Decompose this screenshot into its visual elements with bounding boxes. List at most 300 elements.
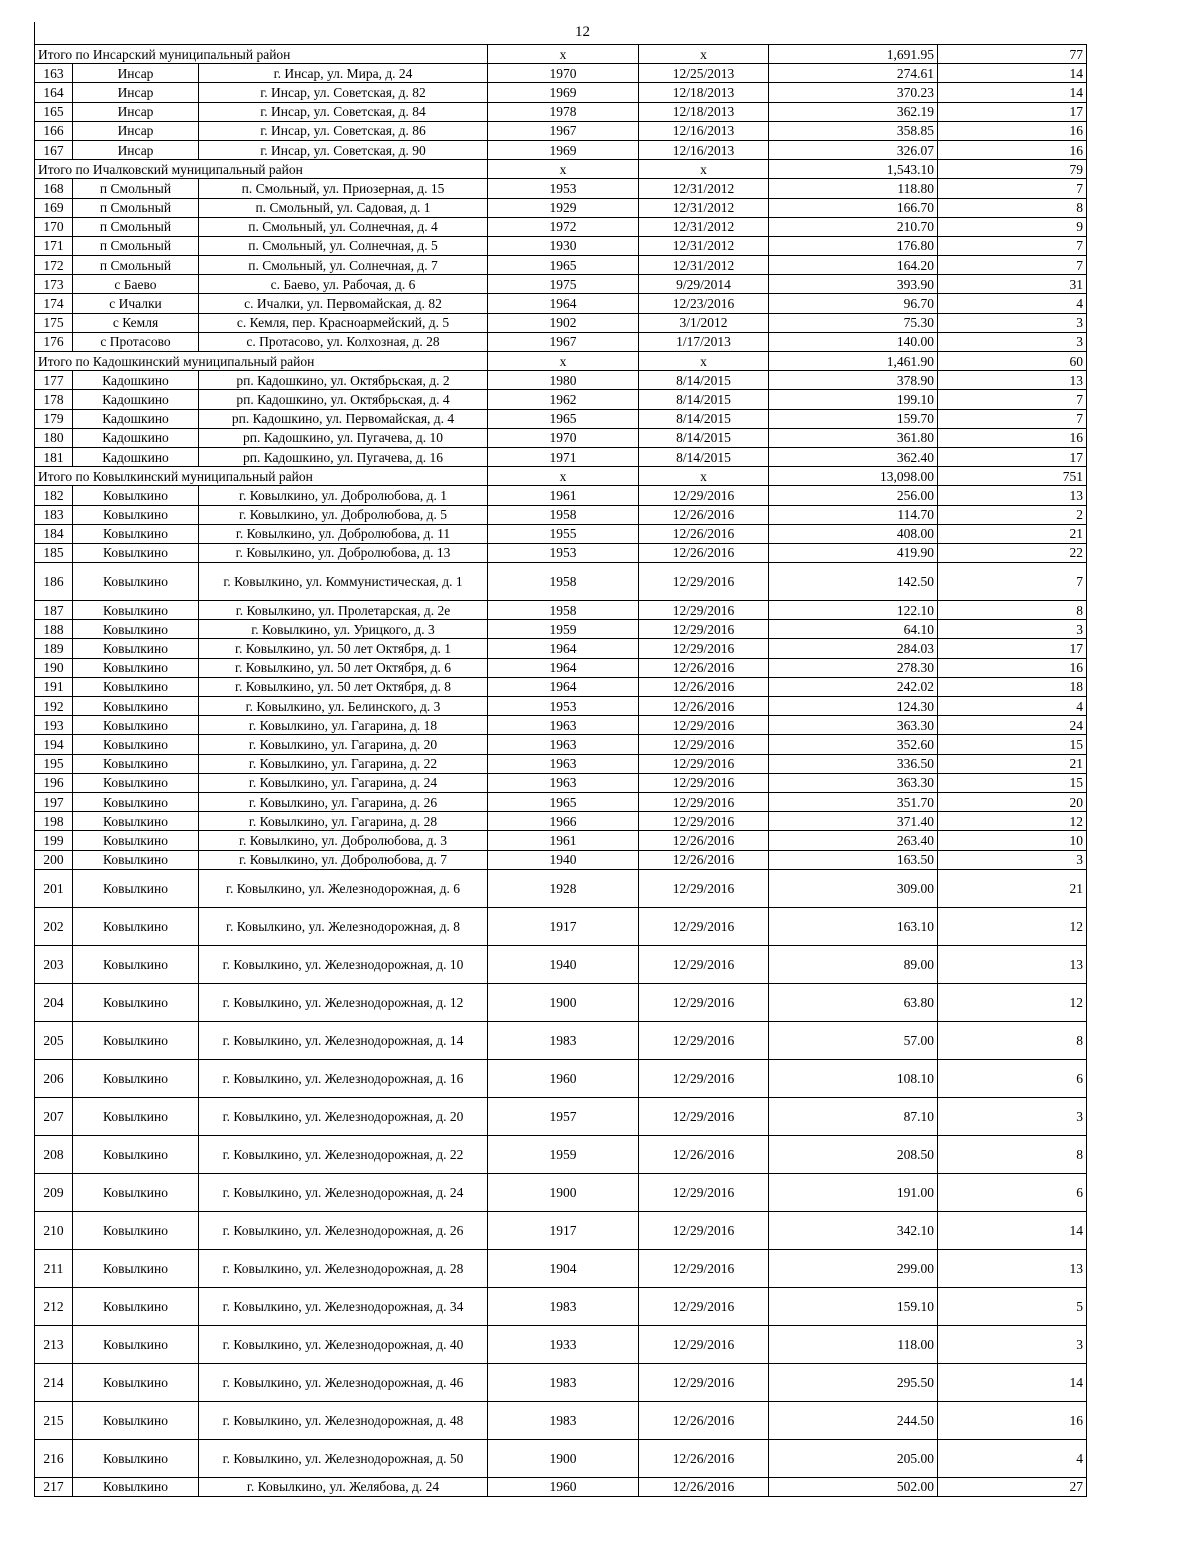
locality-cell: Ковылкино <box>73 639 199 658</box>
area-cell: 408.00 <box>769 524 938 543</box>
row-number-cell: 191 <box>35 677 73 696</box>
row-number-cell: 184 <box>35 524 73 543</box>
date-cell: 12/18/2013 <box>639 83 769 102</box>
row-number-cell: 207 <box>35 1097 73 1135</box>
address-cell: г. Ковылкино, ул. Коммунистическая, д. 1 <box>199 563 488 601</box>
year-cell: 1904 <box>488 1249 639 1287</box>
date-cell: 12/29/2016 <box>639 620 769 639</box>
year-cell: 1975 <box>488 275 639 294</box>
table-row <box>35 907 1087 945</box>
locality-cell: п Смольный <box>73 217 199 236</box>
table-row <box>35 390 1087 409</box>
date-cell: 12/29/2016 <box>639 1363 769 1401</box>
year-cell: 1963 <box>488 754 639 773</box>
table-row <box>35 945 1087 983</box>
area-cell: 199.10 <box>769 390 938 409</box>
date-cell: 12/16/2013 <box>639 121 769 140</box>
locality-cell: Ковылкино <box>73 1135 199 1173</box>
area-cell: 309.00 <box>769 869 938 907</box>
table-row <box>35 983 1087 1021</box>
district-total-label: Итого по Кадошкинский муниципальный район <box>35 352 488 371</box>
table-row <box>35 1211 1087 1249</box>
row-number-cell: 214 <box>35 1363 73 1401</box>
area-cell: 336.50 <box>769 754 938 773</box>
address-cell: г. Ковылкино, ул. Железнодорожная, д. 20 <box>199 1097 488 1135</box>
locality-cell: Ковылкино <box>73 505 199 524</box>
year-cell: 1961 <box>488 831 639 850</box>
table-body <box>35 45 1087 1497</box>
row-number-cell: 167 <box>35 140 73 159</box>
area-cell: 358.85 <box>769 121 938 140</box>
count-cell: 5 <box>938 1287 1087 1325</box>
table-row <box>35 601 1087 620</box>
year-cell: 1955 <box>488 524 639 543</box>
year-cell: 1933 <box>488 1325 639 1363</box>
date-cell: 8/14/2015 <box>639 409 769 428</box>
address-cell: г. Ковылкино, ул. Гагарина, д. 28 <box>199 812 488 831</box>
count-cell: 7 <box>938 236 1087 255</box>
address-cell: г. Ковылкино, ул. Железнодорожная, д. 48 <box>199 1401 488 1439</box>
table-row <box>35 716 1087 735</box>
table-row <box>35 140 1087 159</box>
total-date-cell: x <box>639 45 769 64</box>
address-cell: п. Смольный, ул. Приозерная, д. 15 <box>199 179 488 198</box>
year-cell: 1983 <box>488 1287 639 1325</box>
locality-cell: Ковылкино <box>73 1363 199 1401</box>
count-cell: 7 <box>938 563 1087 601</box>
area-cell: 64.10 <box>769 620 938 639</box>
table-row <box>35 543 1087 562</box>
year-cell: 1940 <box>488 850 639 869</box>
address-cell: г. Ковылкино, ул. Железнодорожная, д. 28 <box>199 1249 488 1287</box>
row-number-cell: 174 <box>35 294 73 313</box>
table-row <box>35 831 1087 850</box>
table-row <box>35 1325 1087 1363</box>
date-cell: 12/29/2016 <box>639 812 769 831</box>
row-number-cell: 205 <box>35 1021 73 1059</box>
year-cell: 1960 <box>488 1059 639 1097</box>
address-cell: рп. Кадошкино, ул. Пугачева, д. 16 <box>199 447 488 466</box>
area-cell: 210.70 <box>769 217 938 236</box>
date-cell: 12/25/2013 <box>639 64 769 83</box>
row-number-cell: 178 <box>35 390 73 409</box>
locality-cell: Ковылкино <box>73 1097 199 1135</box>
date-cell: 12/29/2016 <box>639 1211 769 1249</box>
district-total-label: Итого по Инсарский муниципальный район <box>35 45 488 64</box>
area-cell: 166.70 <box>769 198 938 217</box>
row-number-cell: 181 <box>35 447 73 466</box>
date-cell: 3/1/2012 <box>639 313 769 332</box>
date-cell: 12/26/2016 <box>639 697 769 716</box>
area-cell: 371.40 <box>769 812 938 831</box>
row-number-cell: 211 <box>35 1249 73 1287</box>
address-cell: с. Кемля, пер. Красноармейский, д. 5 <box>199 313 488 332</box>
row-number-cell: 195 <box>35 754 73 773</box>
total-area-cell: 1,543.10 <box>769 160 938 179</box>
table-row <box>35 792 1087 811</box>
address-cell: г. Инсар, ул. Советская, д. 82 <box>199 83 488 102</box>
address-cell: рп. Кадошкино, ул. Октябрьская, д. 4 <box>199 390 488 409</box>
row-number-cell: 187 <box>35 601 73 620</box>
locality-cell: Ковылкино <box>73 1325 199 1363</box>
year-cell: 1983 <box>488 1363 639 1401</box>
row-number-cell: 165 <box>35 102 73 121</box>
row-number-cell: 189 <box>35 639 73 658</box>
table-row <box>35 735 1087 754</box>
locality-cell: Инсар <box>73 83 199 102</box>
table-row <box>35 1249 1087 1287</box>
area-cell: 378.90 <box>769 371 938 390</box>
area-cell: 205.00 <box>769 1439 938 1477</box>
row-number-cell: 216 <box>35 1439 73 1477</box>
count-cell: 21 <box>938 524 1087 543</box>
date-cell: 12/29/2016 <box>639 1173 769 1211</box>
locality-cell: п Смольный <box>73 198 199 217</box>
count-cell: 7 <box>938 179 1087 198</box>
count-cell: 13 <box>938 486 1087 505</box>
date-cell: 12/29/2016 <box>639 773 769 792</box>
date-cell: 12/29/2016 <box>639 1021 769 1059</box>
year-cell: 1930 <box>488 236 639 255</box>
table-row <box>35 505 1087 524</box>
address-cell: с. Баево, ул. Рабочая, д. 6 <box>199 275 488 294</box>
area-cell: 263.40 <box>769 831 938 850</box>
year-cell: 1972 <box>488 217 639 236</box>
date-cell: 12/31/2012 <box>639 198 769 217</box>
table-row <box>35 64 1087 83</box>
year-cell: 1928 <box>488 869 639 907</box>
date-cell: 12/26/2016 <box>639 850 769 869</box>
area-cell: 118.00 <box>769 1325 938 1363</box>
locality-cell: с Протасово <box>73 332 199 351</box>
year-cell: 1983 <box>488 1401 639 1439</box>
count-cell: 12 <box>938 812 1087 831</box>
area-cell: 96.70 <box>769 294 938 313</box>
locality-cell: Кадошкино <box>73 409 199 428</box>
locality-cell: Кадошкино <box>73 390 199 409</box>
row-number-cell: 172 <box>35 256 73 275</box>
row-number-cell: 199 <box>35 831 73 850</box>
table-row <box>35 773 1087 792</box>
address-cell: г. Ковылкино, ул. Железнодорожная, д. 50 <box>199 1439 488 1477</box>
area-cell: 363.30 <box>769 716 938 735</box>
address-cell: г. Ковылкино, ул. Железнодорожная, д. 46 <box>199 1363 488 1401</box>
locality-cell: Ковылкино <box>73 697 199 716</box>
area-cell: 159.70 <box>769 409 938 428</box>
locality-cell: Ковылкино <box>73 543 199 562</box>
locality-cell: Ковылкино <box>73 486 199 505</box>
area-cell: 393.90 <box>769 275 938 294</box>
count-cell: 9 <box>938 217 1087 236</box>
date-cell: 12/29/2016 <box>639 869 769 907</box>
count-cell: 3 <box>938 1325 1087 1363</box>
year-cell: 1980 <box>488 371 639 390</box>
area-cell: 502.00 <box>769 1477 938 1496</box>
address-cell: г. Ковылкино, ул. Железнодорожная, д. 34 <box>199 1287 488 1325</box>
district-total-label: Итого по Ковылкинский муниципальный район <box>35 467 488 486</box>
district-total-row <box>35 352 1087 371</box>
total-year-cell: x <box>488 45 639 64</box>
locality-cell: Кадошкино <box>73 447 199 466</box>
date-cell: 12/26/2016 <box>639 505 769 524</box>
date-cell: 12/18/2013 <box>639 102 769 121</box>
area-cell: 142.50 <box>769 563 938 601</box>
address-cell: рп. Кадошкино, ул. Пугачева, д. 10 <box>199 428 488 447</box>
total-date-cell: x <box>639 467 769 486</box>
count-cell: 7 <box>938 390 1087 409</box>
area-cell: 122.10 <box>769 601 938 620</box>
count-cell: 31 <box>938 275 1087 294</box>
date-cell: 12/29/2016 <box>639 1287 769 1325</box>
row-number-cell: 204 <box>35 983 73 1021</box>
year-cell: 1958 <box>488 601 639 620</box>
count-cell: 22 <box>938 543 1087 562</box>
area-cell: 87.10 <box>769 1097 938 1135</box>
date-cell: 12/26/2016 <box>639 1135 769 1173</box>
year-cell: 1940 <box>488 945 639 983</box>
row-number-cell: 208 <box>35 1135 73 1173</box>
row-number-cell: 163 <box>35 64 73 83</box>
locality-cell: Ковылкино <box>73 850 199 869</box>
area-cell: 89.00 <box>769 945 938 983</box>
year-cell: 1965 <box>488 256 639 275</box>
total-area-cell: 13,098.00 <box>769 467 938 486</box>
row-number-cell: 182 <box>35 486 73 505</box>
count-cell: 14 <box>938 64 1087 83</box>
area-cell: 191.00 <box>769 1173 938 1211</box>
area-cell: 352.60 <box>769 735 938 754</box>
table-row <box>35 812 1087 831</box>
count-cell: 13 <box>938 945 1087 983</box>
row-number-cell: 190 <box>35 658 73 677</box>
row-number-cell: 202 <box>35 907 73 945</box>
year-cell: 1969 <box>488 83 639 102</box>
row-number-cell: 203 <box>35 945 73 983</box>
area-cell: 362.40 <box>769 447 938 466</box>
date-cell: 12/26/2016 <box>639 1477 769 1496</box>
total-count-cell: 77 <box>938 45 1087 64</box>
date-cell: 12/31/2012 <box>639 179 769 198</box>
area-cell: 342.10 <box>769 1211 938 1249</box>
year-cell: 1917 <box>488 907 639 945</box>
address-cell: г. Ковылкино, ул. Гагарина, д. 18 <box>199 716 488 735</box>
locality-cell: Ковылкино <box>73 1059 199 1097</box>
table-row <box>35 371 1087 390</box>
date-cell: 12/29/2016 <box>639 792 769 811</box>
count-cell: 8 <box>938 601 1087 620</box>
year-cell: 1900 <box>488 1439 639 1477</box>
address-cell: г. Ковылкино, ул. Железнодорожная, д. 10 <box>199 945 488 983</box>
address-cell: г. Ковылкино, ул. Добролюбова, д. 3 <box>199 831 488 850</box>
area-cell: 118.80 <box>769 179 938 198</box>
count-cell: 15 <box>938 773 1087 792</box>
area-cell: 299.00 <box>769 1249 938 1287</box>
date-cell: 12/29/2016 <box>639 639 769 658</box>
year-cell: 1978 <box>488 102 639 121</box>
year-cell: 1963 <box>488 735 639 754</box>
table-row <box>35 256 1087 275</box>
table-row <box>35 428 1087 447</box>
locality-cell: Ковылкино <box>73 869 199 907</box>
total-area-cell: 1,691.95 <box>769 45 938 64</box>
row-number-cell: 170 <box>35 217 73 236</box>
address-cell: п. Смольный, ул. Солнечная, д. 7 <box>199 256 488 275</box>
year-cell: 1963 <box>488 716 639 735</box>
area-cell: 114.70 <box>769 505 938 524</box>
table-row <box>35 1363 1087 1401</box>
row-number-cell: 197 <box>35 792 73 811</box>
total-count-cell: 751 <box>938 467 1087 486</box>
address-cell: г. Инсар, ул. Советская, д. 84 <box>199 102 488 121</box>
date-cell: 8/14/2015 <box>639 371 769 390</box>
area-cell: 244.50 <box>769 1401 938 1439</box>
area-cell: 242.02 <box>769 677 938 696</box>
locality-cell: Ковылкино <box>73 658 199 677</box>
year-cell: 1970 <box>488 64 639 83</box>
locality-cell: Ковылкино <box>73 792 199 811</box>
year-cell: 1962 <box>488 390 639 409</box>
row-number-cell: 201 <box>35 869 73 907</box>
address-cell: п. Смольный, ул. Солнечная, д. 4 <box>199 217 488 236</box>
count-cell: 14 <box>938 1363 1087 1401</box>
locality-cell: Ковылкино <box>73 563 199 601</box>
locality-cell: Ковылкино <box>73 1249 199 1287</box>
locality-cell: Ковылкино <box>73 1401 199 1439</box>
year-cell: 1953 <box>488 179 639 198</box>
locality-cell: Ковылкино <box>73 1173 199 1211</box>
locality-cell: Ковылкино <box>73 620 199 639</box>
row-number-cell: 179 <box>35 409 73 428</box>
table-row <box>35 754 1087 773</box>
locality-cell: Ковылкино <box>73 1021 199 1059</box>
locality-cell: Ковылкино <box>73 601 199 620</box>
date-cell: 8/14/2015 <box>639 428 769 447</box>
table-row <box>35 179 1087 198</box>
count-cell: 8 <box>938 198 1087 217</box>
count-cell: 3 <box>938 620 1087 639</box>
address-cell: г. Ковылкино, ул. Гагарина, д. 24 <box>199 773 488 792</box>
address-cell: п. Смольный, ул. Солнечная, д. 5 <box>199 236 488 255</box>
locality-cell: Ковылкино <box>73 1439 199 1477</box>
count-cell: 4 <box>938 1439 1087 1477</box>
table-row <box>35 1135 1087 1173</box>
area-cell: 295.50 <box>769 1363 938 1401</box>
count-cell: 7 <box>938 409 1087 428</box>
count-cell: 6 <box>938 1059 1087 1097</box>
locality-cell: Ковылкино <box>73 677 199 696</box>
count-cell: 21 <box>938 754 1087 773</box>
table-row <box>35 447 1087 466</box>
table-row <box>35 620 1087 639</box>
table-row <box>35 1059 1087 1097</box>
year-cell: 1959 <box>488 1135 639 1173</box>
total-date-cell: x <box>639 160 769 179</box>
locality-cell: Ковылкино <box>73 983 199 1021</box>
row-number-cell: 209 <box>35 1173 73 1211</box>
count-cell: 13 <box>938 1249 1087 1287</box>
date-cell: 12/29/2016 <box>639 1097 769 1135</box>
area-cell: 163.50 <box>769 850 938 869</box>
district-total-row <box>35 160 1087 179</box>
year-cell: 1953 <box>488 697 639 716</box>
area-cell: 326.07 <box>769 140 938 159</box>
address-cell: г. Ковылкино, ул. Железнодорожная, д. 12 <box>199 983 488 1021</box>
year-cell: 1900 <box>488 1173 639 1211</box>
count-cell: 3 <box>938 850 1087 869</box>
date-cell: 12/29/2016 <box>639 1249 769 1287</box>
year-cell: 1917 <box>488 1211 639 1249</box>
locality-cell: Инсар <box>73 140 199 159</box>
year-cell: 1964 <box>488 639 639 658</box>
area-cell: 63.80 <box>769 983 938 1021</box>
year-cell: 1959 <box>488 620 639 639</box>
locality-cell: Ковылкино <box>73 524 199 543</box>
count-cell: 21 <box>938 869 1087 907</box>
housing-table <box>34 44 1087 1497</box>
address-cell: г. Ковылкино, ул. 50 лет Октября, д. 8 <box>199 677 488 696</box>
table-row <box>35 1097 1087 1135</box>
locality-cell: Инсар <box>73 121 199 140</box>
address-cell: г. Ковылкино, ул. Гагарина, д. 22 <box>199 754 488 773</box>
date-cell: 12/29/2016 <box>639 983 769 1021</box>
area-cell: 351.70 <box>769 792 938 811</box>
date-cell: 1/17/2013 <box>639 332 769 351</box>
locality-cell: с Ичалки <box>73 294 199 313</box>
address-cell: г. Ковылкино, ул. Железнодорожная, д. 26 <box>199 1211 488 1249</box>
table-row <box>35 198 1087 217</box>
row-number-cell: 185 <box>35 543 73 562</box>
count-cell: 17 <box>938 102 1087 121</box>
table-row <box>35 639 1087 658</box>
date-cell: 12/26/2016 <box>639 677 769 696</box>
date-cell: 12/29/2016 <box>639 563 769 601</box>
row-number-cell: 166 <box>35 121 73 140</box>
district-total-label: Итого по Ичалковский муниципальный район <box>35 160 488 179</box>
date-cell: 12/26/2016 <box>639 524 769 543</box>
locality-cell: Кадошкино <box>73 428 199 447</box>
locality-cell: п Смольный <box>73 179 199 198</box>
row-number-cell: 180 <box>35 428 73 447</box>
area-cell: 163.10 <box>769 907 938 945</box>
count-cell: 14 <box>938 1211 1087 1249</box>
date-cell: 8/14/2015 <box>639 390 769 409</box>
date-cell: 12/26/2016 <box>639 543 769 562</box>
count-cell: 3 <box>938 1097 1087 1135</box>
table-row <box>35 313 1087 332</box>
address-cell: г. Ковылкино, ул. Добролюбова, д. 13 <box>199 543 488 562</box>
year-cell: 1967 <box>488 121 639 140</box>
year-cell: 1966 <box>488 812 639 831</box>
year-cell: 1957 <box>488 1097 639 1135</box>
count-cell: 8 <box>938 1021 1087 1059</box>
locality-cell: Ковылкино <box>73 735 199 754</box>
address-cell: с. Ичалки, ул. Первомайская, д. 82 <box>199 294 488 313</box>
row-number-cell: 212 <box>35 1287 73 1325</box>
table-row <box>35 1401 1087 1439</box>
date-cell: 12/29/2016 <box>639 945 769 983</box>
year-cell: 1960 <box>488 1477 639 1496</box>
address-cell: г. Ковылкино, ул. Железнодорожная, д. 14 <box>199 1021 488 1059</box>
year-cell: 1963 <box>488 773 639 792</box>
count-cell: 12 <box>938 907 1087 945</box>
table-row <box>35 1021 1087 1059</box>
date-cell: 9/29/2014 <box>639 275 769 294</box>
table-row <box>35 217 1087 236</box>
year-cell: 1983 <box>488 1021 639 1059</box>
locality-cell: Ковылкино <box>73 1477 199 1496</box>
year-cell: 1900 <box>488 983 639 1021</box>
count-cell: 3 <box>938 332 1087 351</box>
